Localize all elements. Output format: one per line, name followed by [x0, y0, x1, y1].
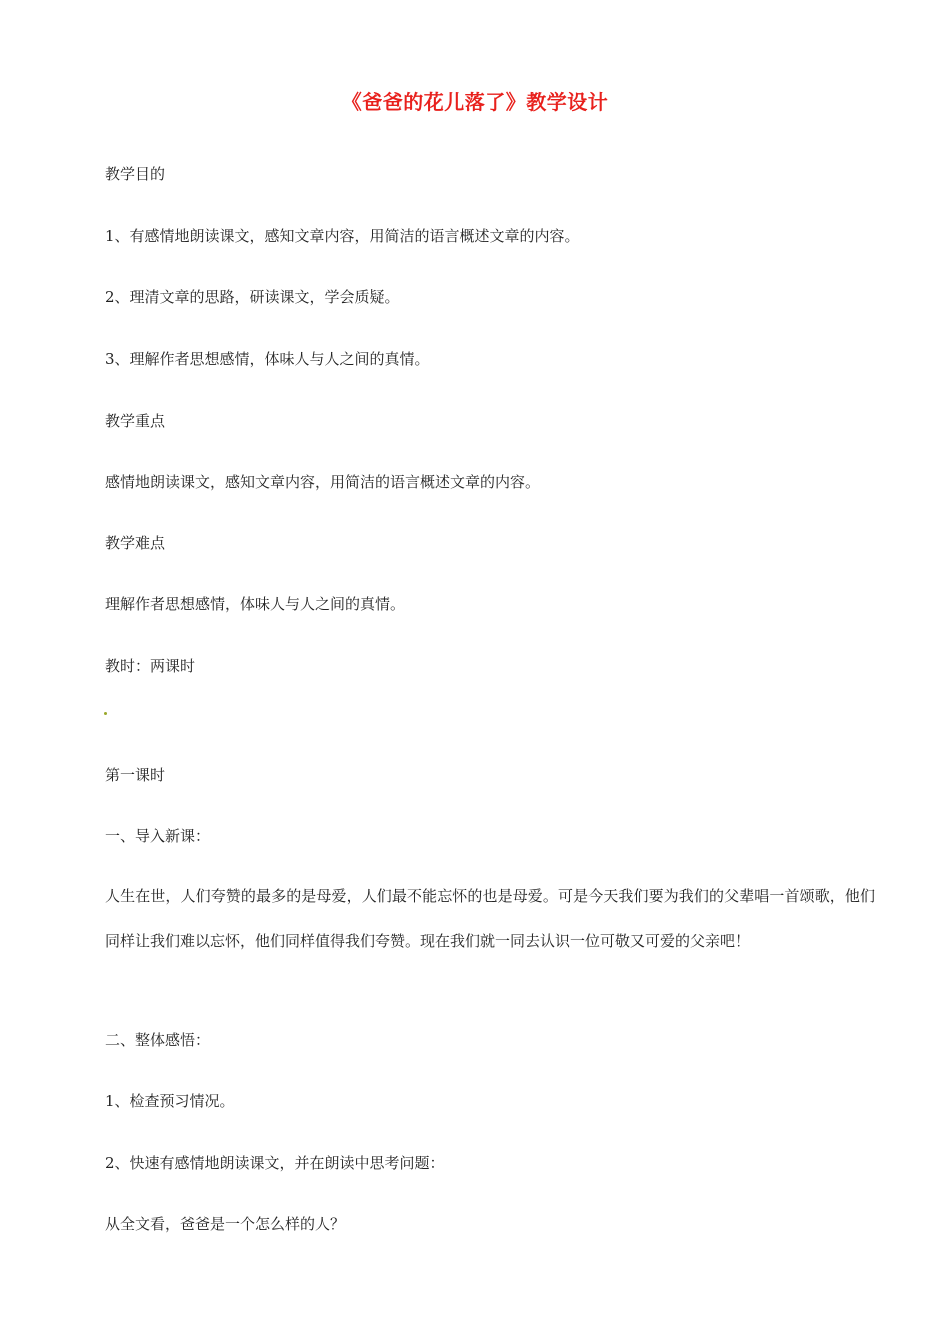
class-hours: 教时：两课时	[105, 657, 196, 675]
step-item-2: 2、快速有感情地朗读课文，并在朗读中思考问题：	[105, 1154, 445, 1172]
heading-teaching-goals: 教学目的	[105, 165, 166, 183]
key-points-text: 感情地朗读课文，感知文章内容，用简洁的语言概述文章的内容。	[105, 473, 541, 491]
introduction-paragraph: 人生在世，人们夸赞的最多的是母爱，人们最不能忘怀的也是母爱。可是今天我们要为我们的父辈唱一首颂歌，他们同样让我们难以忘怀，他们同样值得我们夸赞。现在我们就一同去认识一位可敬又可爱的父亲吧！	[105, 887, 875, 950]
goal-item-2: 2、理清文章的思路，研读课文，学会质疑。	[105, 288, 400, 306]
question-text: 从全文看，爸爸是一个怎么样的人？	[105, 1215, 346, 1233]
goal-item-3: 3、理解作者思想感情，体味人与人之间的真情。	[105, 350, 430, 368]
heading-first-lesson: 第一课时	[105, 766, 166, 784]
heading-key-points: 教学重点	[105, 412, 166, 430]
difficulties-text: 理解作者思想感情，体味人与人之间的真情。	[105, 595, 406, 613]
document-title: 《爸爸的花儿落了》教学设计	[341, 90, 609, 114]
section-introduction: 一、导入新课：	[105, 827, 211, 845]
goal-item-1: 1、有感情地朗读课文，感知文章内容，用简洁的语言概述文章的内容。	[105, 227, 580, 245]
stray-mark	[104, 712, 107, 715]
step-item-1: 1、检查预习情况。	[105, 1092, 235, 1110]
heading-difficulties: 教学难点	[105, 534, 166, 552]
section-overall-understanding: 二、整体感悟：	[105, 1031, 211, 1049]
